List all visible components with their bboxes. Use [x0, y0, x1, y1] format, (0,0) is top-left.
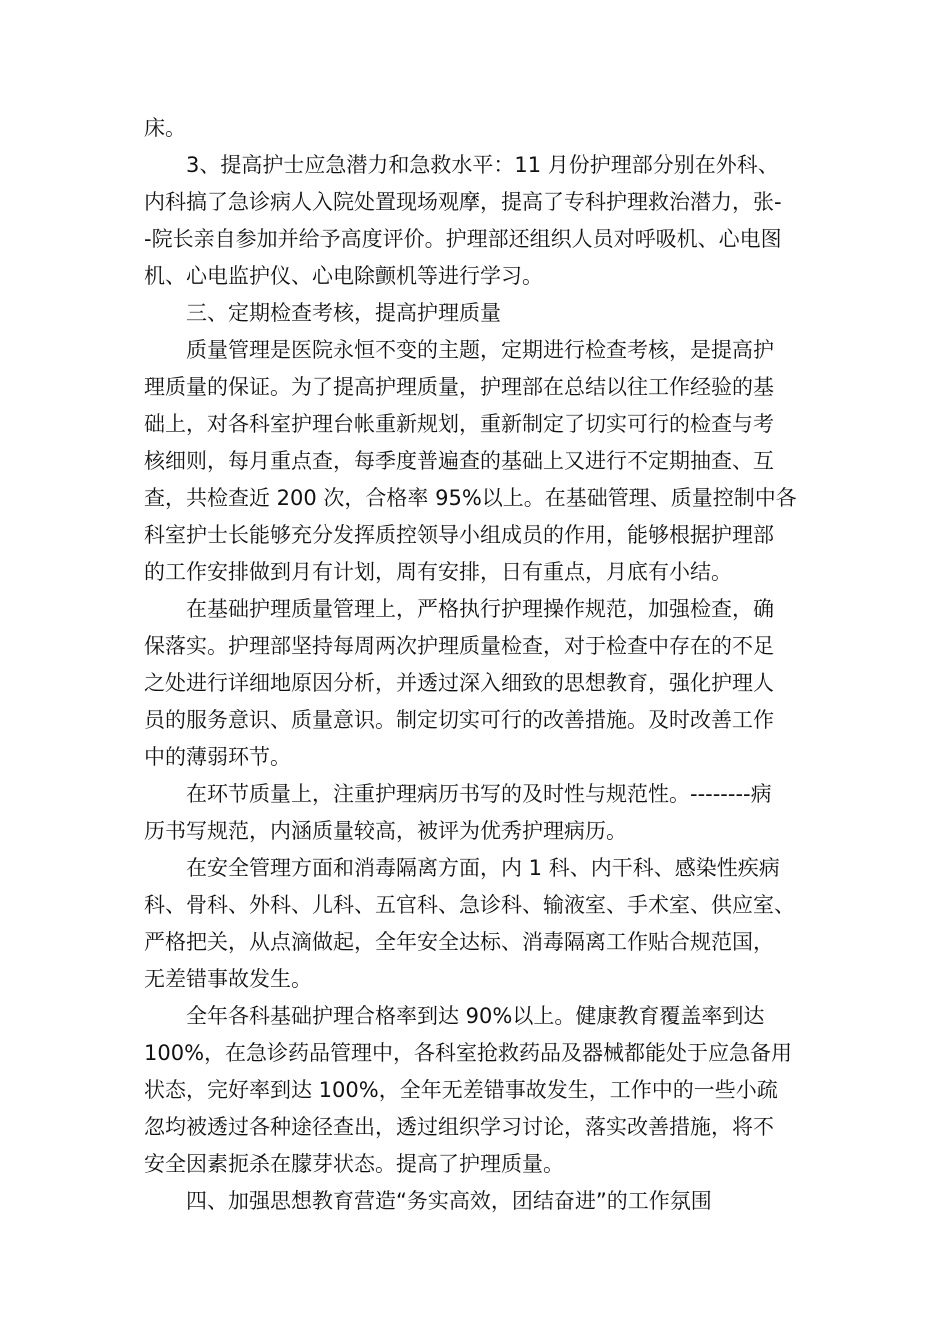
- text-line: 内科搞了急诊病人入院处置现场观摩，提高了专科护理救治潜力，张-: [144, 190, 782, 214]
- text-line: 中的薄弱环节。: [144, 745, 291, 769]
- text-line: 保落实。护理部坚持每周两次护理质量检查，对于检查中存在的不足: [144, 634, 774, 658]
- text-line: 础上，对各科室护理台帐重新规划，重新制定了切实可行的检查与考: [144, 412, 774, 436]
- text-line: 床。: [144, 116, 186, 140]
- text-line: 员的服务意识、质量意识。制定切实可行的改善措施。及时改善工作: [144, 708, 774, 732]
- text-line: 之处进行详细地原因分析，并透过深入细致的思想教育，强化护理人: [144, 671, 774, 695]
- text-line: 查，共检查近 200 次，合格率 95%以上。在基础管理、质量控制中各: [144, 486, 797, 510]
- text-line: 在安全管理方面和消毒隔离方面，内 1 科、内干科、感染性疾病: [186, 856, 780, 880]
- text-line: 状态，完好率到达 100%，全年无差错事故发生，工作中的一些小疏: [144, 1078, 778, 1102]
- text-line: 无差错事故发生。: [144, 967, 312, 991]
- text-line: 科、骨科、外科、儿科、五官科、急诊科、输液室、手术室、供应室、: [144, 893, 795, 917]
- text-line: 理质量的保证。为了提高护理质量，护理部在总结以往工作经验的基: [144, 375, 774, 399]
- text-line: 科室护士长能够充分发挥质控领导小组成员的作用，能够根据护理部: [144, 523, 774, 547]
- text-line: 安全因素扼杀在朦芽状态。提高了护理质量。: [144, 1152, 564, 1176]
- text-line: 全年各科基础护理合格率到达 90%以上。健康教育覆盖率到达: [186, 1004, 765, 1028]
- text-line: 严格把关，从点滴做起，全年安全达标、消毒隔离工作贴合规范国，: [144, 930, 774, 954]
- text-line: 核细则，每月重点查，每季度普遍查的基础上又进行不定期抽查、互: [144, 449, 774, 473]
- text-line: 在基础护理质量管理上，严格执行护理操作规范，加强检查，确: [186, 597, 774, 621]
- text-line: 在环节质量上，注重护理病历书写的及时性与规范性。--------病: [186, 782, 772, 806]
- text-line: 忽均被透过各种途径查出，透过组织学习讨论，落实改善措施，将不: [144, 1115, 774, 1139]
- section-heading: 四、加强思想教育营造“务实高效，团结奋进”的工作氛围: [186, 1189, 712, 1213]
- text-line: 质量管理是医院永恒不变的主题，定期进行检查考核，是提高护: [186, 338, 774, 362]
- text-line: -院长亲自参加并给予高度评价。护理部还组织人员对呼吸机、心电图: [144, 227, 782, 251]
- text-line: 机、心电监护仪、心电除颤机等进行学习。: [144, 264, 543, 288]
- section-heading: 三、定期检查考核，提高护理质量: [186, 301, 501, 325]
- text-line: 历书写规范，内涵质量较高，被评为优秀护理病历。: [144, 819, 627, 843]
- text-line: 的工作安排做到月有计划，周有安排，日有重点，月底有小结。: [144, 560, 732, 584]
- text-line: 100%，在急诊药品管理中，各科室抢救药品及器械都能处于应急备用: [144, 1041, 793, 1065]
- text-line: 3、提高护士应急潜力和急救水平：11 月份护理部分别在外科、: [186, 153, 779, 177]
